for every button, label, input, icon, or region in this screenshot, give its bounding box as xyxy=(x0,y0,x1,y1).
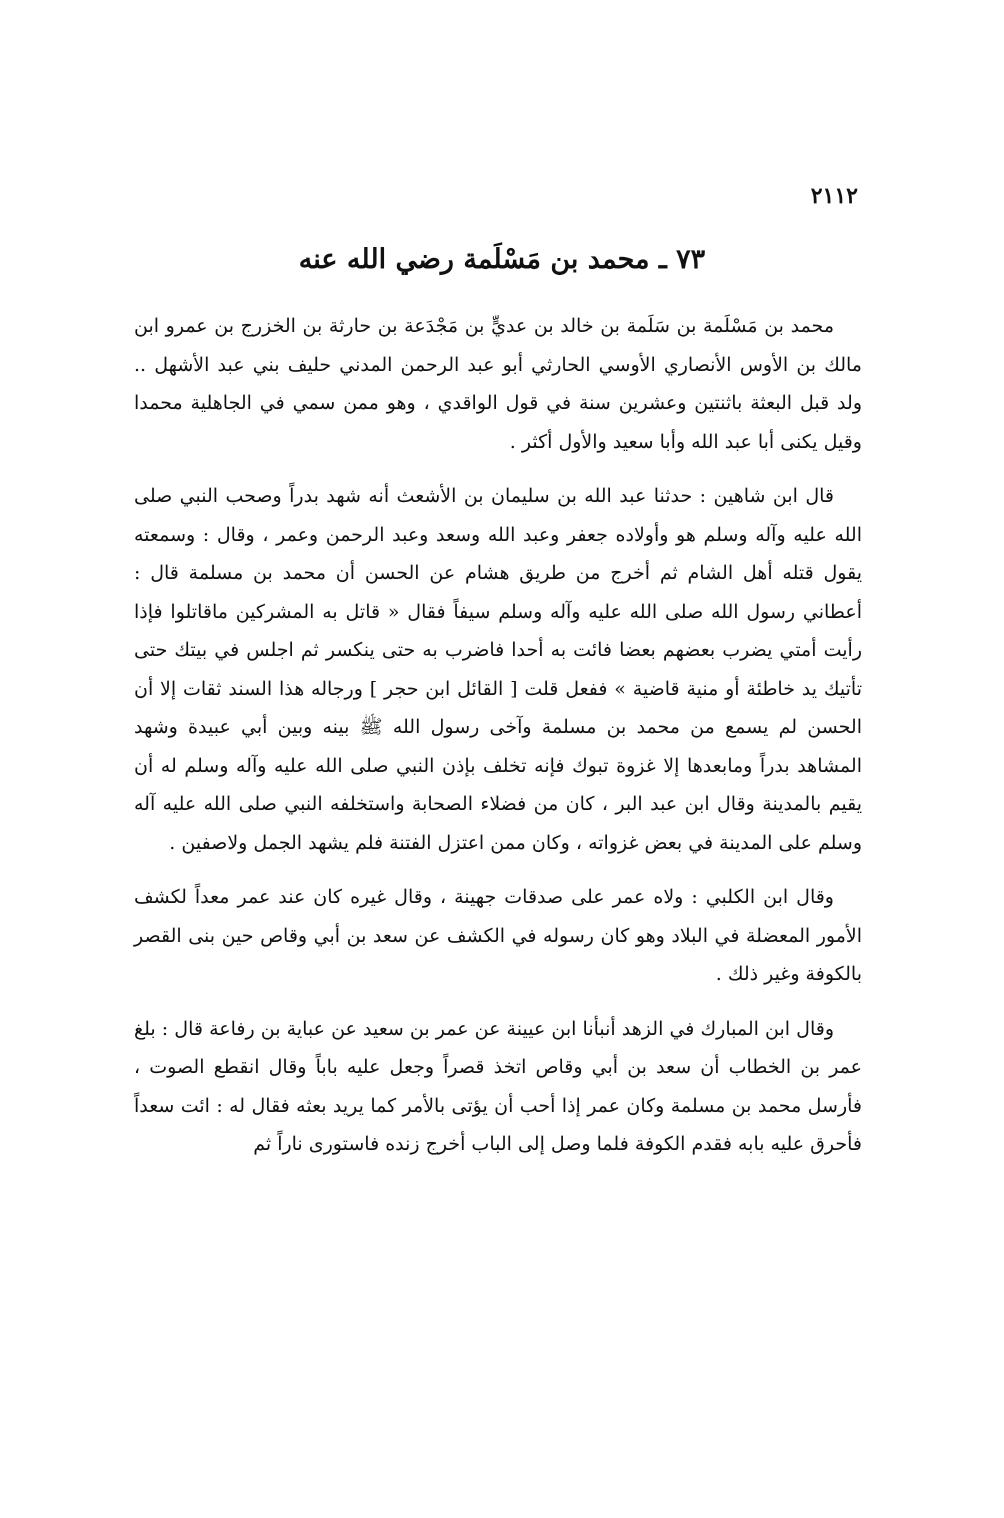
page-number: ٢١١٢ xyxy=(810,183,858,209)
chapter-title: ٧٣ ـ محمد بن مَسْلَمة رضي الله عنه xyxy=(298,244,706,275)
paragraph-ibn-shahin: قال ابن شاهين : حدثنا عبد الله بن سليمان بن الأشعث أنه شهد بدراً وصحب النبي صلى الله عليه وآله وسلم هو وأولاده جعفر وعبد الله وسعد وعبد الرحمن وعمر ، وقال : وسمعته يقول قتله أهل الشام ثم أخرج من طريق هشام عن الحسن أن محمد بن مسلمة قال : أعطاني رسول الله صلى الله عليه وآله وسلم سيفاً فقال « قاتل به المشركين ماقاتلوا فإذا رأيت أمتي يضرب بعضهم بعضا فائت به أحدا فاضرب به حتى ينكسر ثم اجلس في بيتك حتى تأتيك يد خاطئة أو منية قاضية » ففعل قلت [ القائل ابن حجر ] ورجاله هذا السند ثقات إلا أن الحسن لم يسمع من محمد بن مسلمة وآخى رسول الله ﷺ بينه وبين أبي عبيدة وشهد المشاهد بدراً ومابعدها إلا غزوة تبوك فإنه تخلف بإذن النبي صلى الله عليه وآله وسلم له أن يقيم بالمدينة وقال ابن عبد البر ، كان من فضلاء الصحابة واستخلفه النبي صلى الله عليه آله وسلم على المدينة في بعض غزواته ، وكان ممن اعتزل الفتنة فلم يشهد الجمل ولاصفين . xyxy=(134,485,862,854)
paragraph-biography: محمد بن مَسْلَمة بن سَلَمة بن خالد بن عديٍّ بن مَجْدَعة بن حارثة بن الخزرج بن عمرو ابن مالك بن الأوس الأنصاري الأوسي الحارثي أبو عبد الرحمن المدني حليف بني عبد الأشهل .. ولد قبل البعثة باثنتين وعشرين سنة في قول الواقدي ، وهو ممن سمي في الجاهلية محمدا وقيل يكنى أبا عبد الله وأبا سعيد والأول أكثر . xyxy=(134,315,862,453)
body-text xyxy=(134,307,862,1180)
paragraph-ibn-kalbi: وقال ابن الكلبي : ولاه عمر على صدقات جهينة ، وقال غيره كان عند عمر معداً لكشف الأمور المعضلة في البلاد وهو كان رسوله في الكشف عن سعد بن أبي وقاص حين بنى القصر بالكوفة وغير ذلك . xyxy=(134,886,862,985)
paragraph-ibn-mubarak: وقال ابن المبارك في الزهد أنبأنا ابن عيينة عن عمر بن سعيد عن عباية بن رفاعة قال : بلغ عمر بن الخطاب أن سعد بن أبي وقاص اتخذ قصراً وجعل عليه باباً وقال انقطع الصوت ، فأرسل محمد بن مسلمة وكان عمر إذا أحب أن يؤتى بالأمر كما يريد بعثه فقال له : ائت سعداً فأحرق عليه بابه فقدم الكوفة فلما وصل إلى الباب أخرج زنده فاستورى ناراً ثم xyxy=(134,1017,862,1155)
